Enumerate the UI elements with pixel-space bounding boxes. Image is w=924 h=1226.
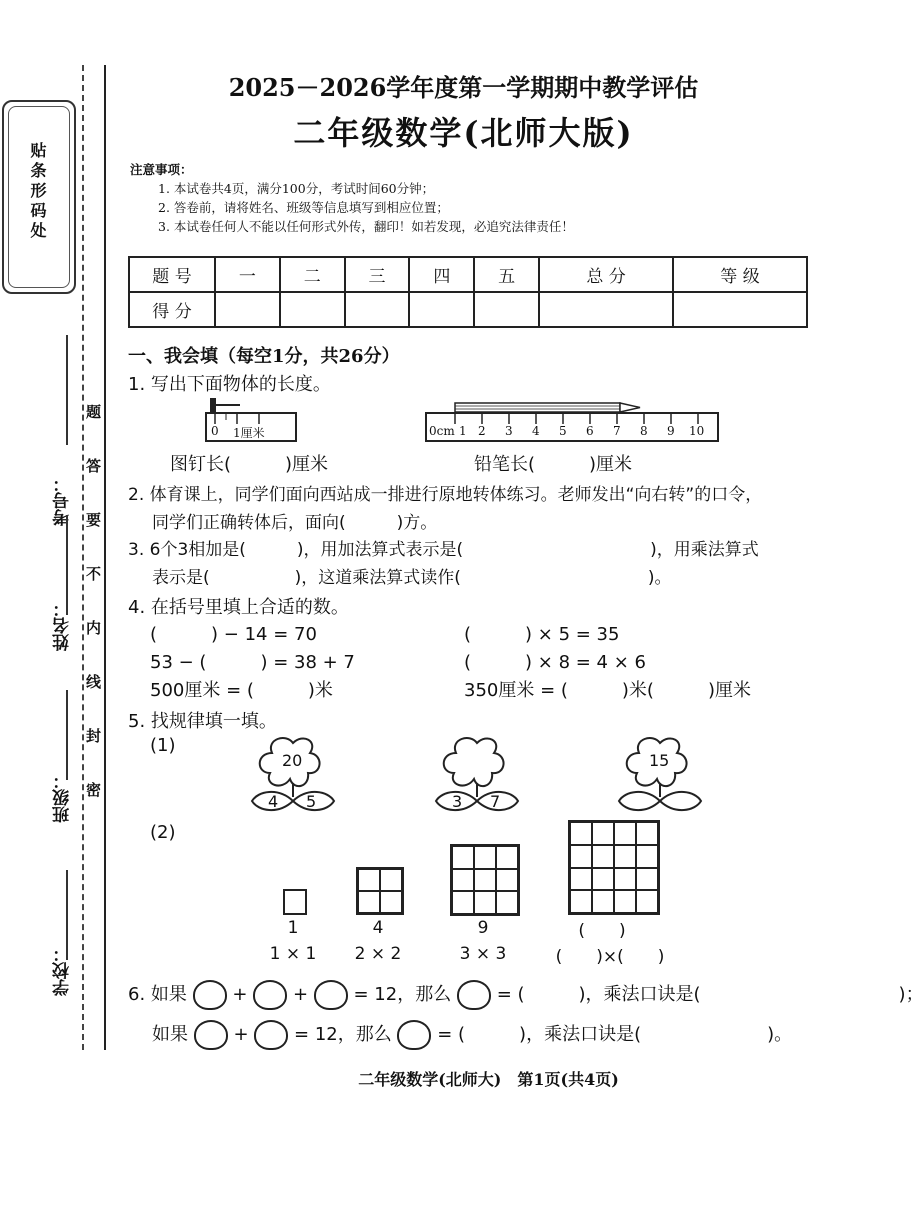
square-count: 1 <box>287 918 299 938</box>
page-footer: 二年级数学(北师大) 第1页(共4页) <box>358 1070 619 1089</box>
table-header-cell: 一 <box>215 257 280 292</box>
score-cell[interactable] <box>673 292 807 327</box>
school-label: 学校： <box>53 945 73 996</box>
seal-text: 题 答 要 不 内 线 封 密 <box>86 403 102 799</box>
q6-equals: = 12，那么 <box>353 984 452 1005</box>
table-header-cell: 五 <box>474 257 539 292</box>
flower-right-number: 7 <box>490 792 501 811</box>
ruler-label: 8 <box>640 424 648 438</box>
ruler-label: 0cm <box>429 424 455 438</box>
ruler-label: 6 <box>586 424 594 438</box>
q4-item[interactable]: 350厘米 = ( )米( )厘米 <box>464 680 751 701</box>
score-cell[interactable] <box>345 292 410 327</box>
table-header-cell: 总 分 <box>539 257 673 292</box>
flower-top-number: 20 <box>282 751 303 770</box>
ruler-label: 7 <box>613 424 621 438</box>
q2-line2[interactable]: 同学们正确转体后，面向( )方。 <box>152 513 438 533</box>
pencil-icon <box>455 401 645 415</box>
score-row-label: 得 分 <box>129 292 215 327</box>
q1-text: 1. 写出下面物体的长度。 <box>128 374 331 395</box>
ruler-label: 1厘米 <box>233 426 265 440</box>
score-cell[interactable] <box>215 292 280 327</box>
notes-heading: 注意事项： <box>130 162 193 177</box>
shell-icon <box>314 980 348 1010</box>
name-label: 姓名： <box>53 600 73 651</box>
shell-icon <box>254 1020 288 1050</box>
score-cell[interactable] <box>539 292 673 327</box>
square-expr: 3 × 3 <box>459 944 507 964</box>
q5-part2-label: (2) <box>150 822 176 843</box>
q4-text: 4. 在括号里填上合适的数。 <box>128 597 349 618</box>
q6-line2[interactable] <box>152 1020 792 1050</box>
note-item: 1. 本试卷共4页，满分100分，考试时间60分钟； <box>158 181 435 196</box>
shell-icon <box>253 980 287 1010</box>
pin-answer[interactable]: 图钉长( )厘米 <box>170 454 329 475</box>
ruler-label: 2 <box>478 424 486 438</box>
q4-item[interactable]: ( ) × 8 = 4 × 6 <box>464 652 646 673</box>
ruler-label: 10 <box>689 424 705 438</box>
q6-if: 6. 如果 <box>128 984 187 1005</box>
flower-top-number: 15 <box>649 751 670 770</box>
square-count: 4 <box>372 918 384 938</box>
ruler-label: 1 <box>459 424 467 438</box>
class-label: 班级： <box>53 772 73 823</box>
q2-line1: 2. 体育课上，同学们面向西站成一排进行原地转体练习。老师发出“向右转”的口令， <box>128 485 763 505</box>
square-grid-1 <box>283 889 307 915</box>
q6-if: 如果 <box>152 1024 188 1045</box>
q4-item[interactable]: ( ) − 14 = 70 <box>150 624 317 645</box>
pin-ruler <box>205 412 297 442</box>
ruler-label: 9 <box>667 424 675 438</box>
exam-no-label: 考号： <box>53 475 73 526</box>
table-header-cell: 等 级 <box>673 257 807 292</box>
flower-left-number: 4 <box>268 792 279 811</box>
section-title: 一、我会填（每空1分，共26分） <box>128 346 400 367</box>
exam-no-line <box>66 335 68 445</box>
ruler-label: 4 <box>532 424 540 438</box>
table-header-cell: 三 <box>345 257 410 292</box>
square-grid-2 <box>356 867 404 915</box>
plus: + <box>292 984 309 1005</box>
pencil-answer[interactable]: 铅笔长( )厘米 <box>474 454 633 475</box>
ruler-label: 0 <box>211 424 219 438</box>
q4-item[interactable]: ( ) × 5 = 35 <box>464 624 620 645</box>
plus: + <box>232 984 248 1005</box>
score-cell[interactable] <box>280 292 345 327</box>
note-item: 2. 答卷前，请将姓名、班级等信息填写到相应位置； <box>158 200 449 215</box>
ruler-label: 5 <box>559 424 567 438</box>
q4-item[interactable]: 53 − ( ) = 38 + 7 <box>150 652 355 673</box>
note-item: 3. 本试卷任何人不能以任何形式外传，翻印！如若发现，必追究法律责任！ <box>158 219 574 234</box>
exam-title: 2025－2026学年度第一学期期中教学评估 <box>228 73 699 102</box>
ruler-label: 3 <box>505 424 513 438</box>
flower <box>615 735 705 815</box>
q5-text: 5. 找规律填一填。 <box>128 711 277 732</box>
flower <box>432 735 522 815</box>
square-expr-answer[interactable]: ( )×( ) <box>555 947 665 967</box>
score-cell[interactable] <box>474 292 539 327</box>
square-count-answer[interactable]: ( ) <box>578 921 626 941</box>
table-header-cell: 四 <box>409 257 474 292</box>
flower-right-number: 5 <box>306 792 317 811</box>
table-header-cell: 题 号 <box>129 257 215 292</box>
subject-title: 二年级数学(北师大版) <box>293 114 634 152</box>
shell-icon <box>194 1020 228 1050</box>
notes <box>130 160 574 236</box>
plus: + <box>233 1024 249 1045</box>
q6-answer[interactable]: = ( )，乘法口诀是( )； <box>496 984 924 1005</box>
score-cell[interactable] <box>409 292 474 327</box>
square-grid-3 <box>450 844 520 916</box>
barcode-label: 贴条形码处 <box>28 142 47 242</box>
q3-line1[interactable]: 3. 6个3相加是( )，用加法算式表示是( )，用乘法算式 <box>128 540 759 560</box>
shell-icon <box>457 980 491 1010</box>
square-expr: 1 × 1 <box>269 944 317 964</box>
square-expr: 2 × 2 <box>354 944 402 964</box>
square-count: 9 <box>477 918 489 938</box>
q6-answer[interactable]: = ( )，乘法口诀是( )。 <box>437 1024 793 1045</box>
q4-item[interactable]: 500厘米 = ( )米 <box>150 680 333 701</box>
q6-equals: = 12，那么 <box>294 1024 392 1045</box>
seal-solid-line <box>104 65 106 1050</box>
table-header-cell: 二 <box>280 257 345 292</box>
score-table <box>128 256 808 328</box>
q6-line1[interactable] <box>128 980 924 1010</box>
class-line <box>66 690 68 780</box>
q3-line2[interactable]: 表示是( )，这道乘法算式读作( )。 <box>152 568 672 588</box>
shell-icon <box>193 980 227 1010</box>
square-grid-4 <box>568 820 660 915</box>
pencil-ruler <box>425 412 719 442</box>
q5-part1-label: (1) <box>150 735 176 756</box>
shell-icon <box>397 1020 431 1050</box>
flower <box>248 735 338 815</box>
flower-left-number: 3 <box>452 792 463 811</box>
seal-dashed-line <box>82 65 84 1050</box>
pin-icon <box>210 396 250 414</box>
